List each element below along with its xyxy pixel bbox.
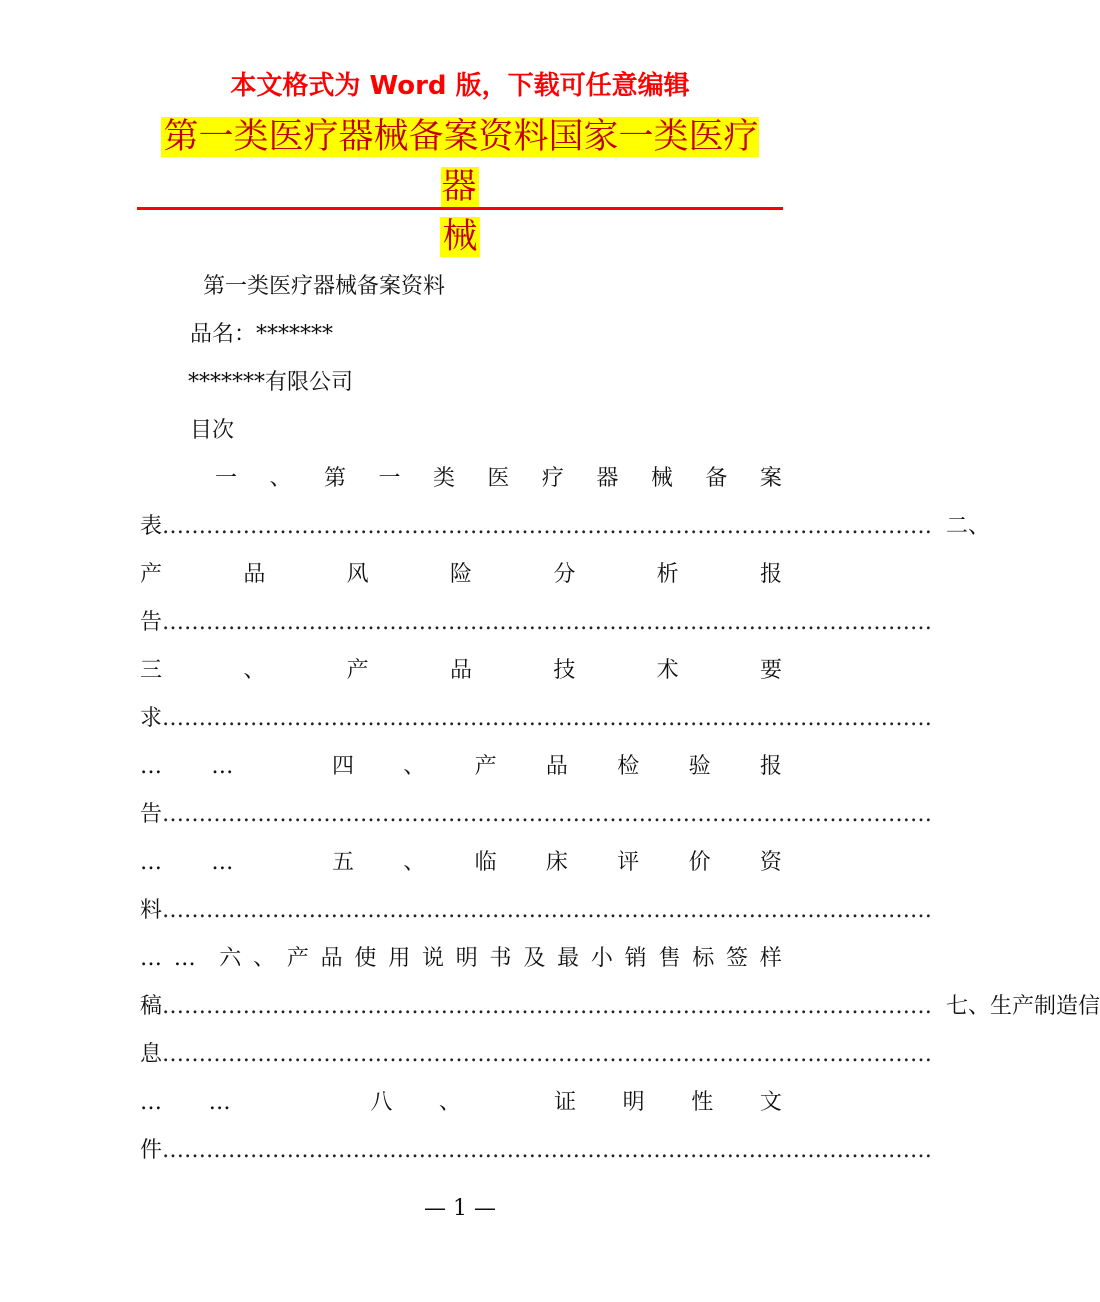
- toc-char: 械: [650, 466, 673, 491]
- toc-char: …: [211, 850, 234, 875]
- toc-char: 四: [331, 754, 354, 779]
- toc-char: 检: [617, 754, 640, 779]
- toc-line: [140, 608, 933, 638]
- title-line-1: 第一类医疗器械备案资料国家一类医疗器: [163, 117, 759, 207]
- toc-char: 价: [688, 850, 711, 875]
- toc-line: [140, 1136, 933, 1166]
- toc-char: 分: [553, 562, 576, 587]
- toc-char: 、: [269, 466, 292, 491]
- toc-char: …: [173, 946, 196, 971]
- toc-char: 、: [403, 754, 426, 779]
- toc-line: [140, 1040, 933, 1070]
- dot-leader: ……………………………………………………………………………………………: [162, 610, 933, 635]
- toc-char: 书: [489, 946, 512, 971]
- toc-line-start: 求: [140, 706, 163, 731]
- toc-char: …: [140, 946, 162, 971]
- toc-line: [140, 656, 782, 686]
- page-number: — 1 —: [424, 1196, 496, 1221]
- toc-line: [140, 896, 933, 926]
- toc-char: 、: [243, 658, 266, 683]
- toc-char: 产: [140, 562, 163, 587]
- toc-char: 售: [658, 946, 681, 971]
- toc-char: 验: [688, 754, 711, 779]
- toc-char: 、: [438, 1090, 461, 1115]
- toc-line: [140, 848, 782, 878]
- toc-char: 类: [432, 466, 455, 491]
- toc-line-start: 料: [140, 898, 163, 923]
- dot-leader: ……………………………………………………………………………………………: [162, 994, 933, 1019]
- toc-char: 样: [759, 946, 782, 971]
- toc-char: 八: [370, 1090, 393, 1115]
- toc-char: 用: [388, 946, 411, 971]
- toc-next-entry: 七、生产制造信: [946, 994, 1100, 1019]
- toc-char: 资: [759, 850, 782, 875]
- toc-char: 明: [622, 1090, 645, 1115]
- toc-char: 销: [624, 946, 647, 971]
- toc-char: 析: [656, 562, 679, 587]
- header-divider: [137, 207, 783, 210]
- toc-char: 最: [557, 946, 580, 971]
- toc-char: 标: [692, 946, 715, 971]
- toc-char: 五: [331, 850, 354, 875]
- toc-char: 疗: [541, 466, 564, 491]
- section-heading: 第一类医疗器械备案资料: [203, 274, 446, 299]
- toc-line: [140, 512, 991, 542]
- toc-char: 品: [243, 562, 266, 587]
- toc-line: [140, 1088, 782, 1118]
- toc-char: 小: [590, 946, 613, 971]
- toc-line: [140, 560, 782, 590]
- dot-leader: ……………………………………………………………………………………………: [162, 802, 933, 827]
- toc-char: 品: [320, 946, 343, 971]
- toc-char: 说: [421, 946, 444, 971]
- dot-leader: ……………………………………………………………………………………………: [162, 1042, 933, 1067]
- toc-char: 、: [253, 946, 276, 971]
- toc-char: 品: [449, 658, 472, 683]
- toc-char: 产: [474, 754, 497, 779]
- toc-char: 使: [354, 946, 377, 971]
- toc-char: 、: [403, 850, 426, 875]
- toc-char: 床: [545, 850, 568, 875]
- toc-char: 要: [759, 658, 782, 683]
- toc-next-entry: 二、: [946, 514, 991, 539]
- document-title: [150, 112, 770, 262]
- toc-char: 评: [617, 850, 640, 875]
- toc-char: 品: [545, 754, 568, 779]
- toc-char: 三: [140, 658, 163, 683]
- toc-char: 产: [346, 658, 369, 683]
- toc-line: [140, 704, 933, 734]
- toc-line-start: 息: [140, 1042, 163, 1067]
- toc-char: 产: [286, 946, 309, 971]
- toc-char: …: [211, 754, 234, 779]
- dot-leader: ……………………………………………………………………………………………: [162, 898, 933, 923]
- toc-label: 目次: [190, 418, 235, 443]
- toc-char: 器: [596, 466, 619, 491]
- toc-char: 术: [656, 658, 679, 683]
- toc-char: …: [140, 850, 162, 875]
- toc-char: 技: [553, 658, 576, 683]
- company-name: *******有限公司: [188, 370, 354, 395]
- toc-char: 及: [523, 946, 546, 971]
- toc-char: …: [140, 1090, 162, 1115]
- toc-char: 报: [759, 562, 782, 587]
- toc-char: 一: [378, 466, 401, 491]
- toc-char: 风: [346, 562, 369, 587]
- toc-char: 报: [759, 754, 782, 779]
- toc-char: 六: [219, 946, 242, 971]
- toc-line: [140, 944, 782, 974]
- dot-leader: ……………………………………………………………………………………………: [162, 514, 933, 539]
- toc-char: 医: [487, 466, 510, 491]
- dot-leader: ……………………………………………………………………………………………: [162, 706, 933, 731]
- toc-line-start: 稿: [140, 994, 163, 1019]
- toc-line: [215, 464, 782, 494]
- toc-line-start: 表: [140, 514, 163, 539]
- toc-char: 文: [759, 1090, 782, 1115]
- toc-char: 临: [474, 850, 497, 875]
- word-format-notice: 本文格式为 Word 版，下载可任意编辑: [230, 71, 690, 101]
- toc-char: 险: [449, 562, 472, 587]
- title-line-2: 械: [442, 217, 478, 257]
- toc-char: 备: [705, 466, 728, 491]
- toc-char: 一: [215, 466, 238, 491]
- toc-char: 明: [455, 946, 478, 971]
- toc-line-start: 件: [140, 1138, 163, 1163]
- toc-char: …: [208, 1090, 231, 1115]
- dot-leader: ……………………………………………………………………………………………: [162, 1138, 933, 1163]
- toc-char: 证: [554, 1090, 577, 1115]
- toc-line: [140, 752, 782, 782]
- toc-char: 性: [691, 1090, 714, 1115]
- toc-char: 签: [726, 946, 749, 971]
- toc-char: …: [140, 754, 162, 779]
- toc-line: [140, 800, 933, 830]
- toc-line: [140, 992, 1100, 1022]
- product-name: 品名：*******: [190, 322, 334, 347]
- toc-line-start: 告: [140, 802, 163, 827]
- toc-line-start: 告: [140, 610, 163, 635]
- toc-char: 案: [759, 466, 782, 491]
- toc-char: 第: [323, 466, 346, 491]
